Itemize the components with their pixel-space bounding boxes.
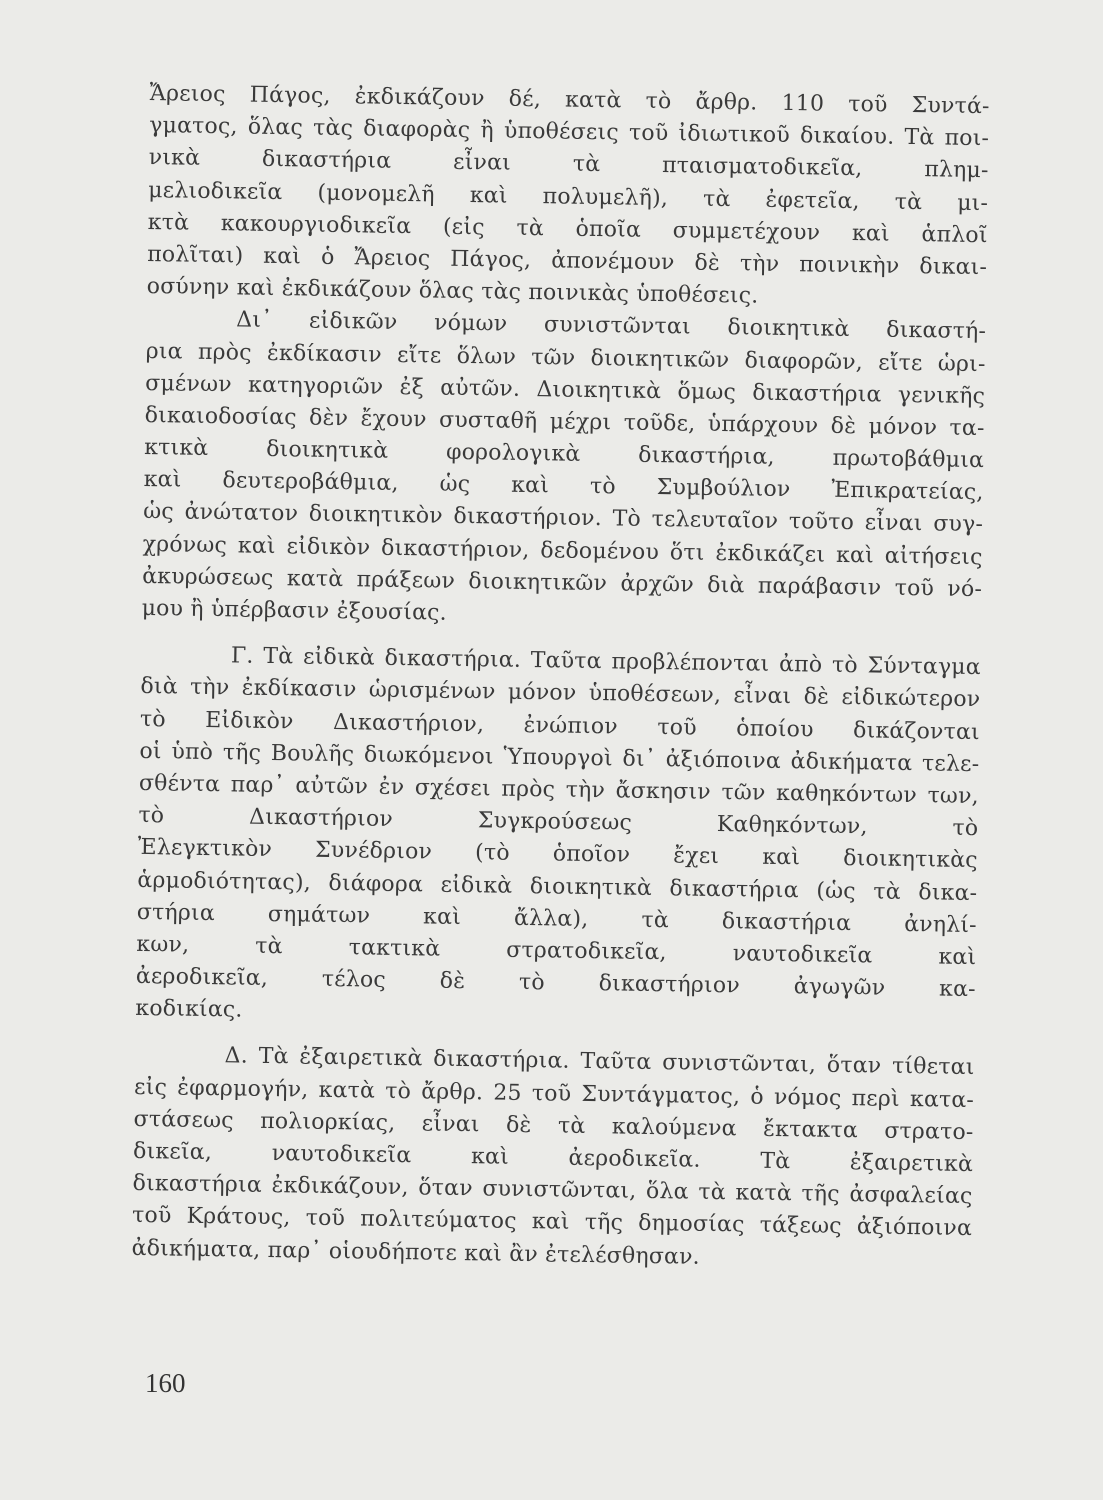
text-line: νικὰ δικαστήρια εἶναι τὰ πταισματοδικεῖα, πλημ- (148, 145, 989, 184)
text-line: δικεῖα, ναυτοδικεῖα καὶ ἀεροδικεῖα. Τὰ ἐξαιρετικὰ (132, 1138, 974, 1178)
text-line: οσύνην καὶ ἐκδικάζουν ὅλας τὰς ποινικὰς ὑποθέσεις. (146, 274, 759, 309)
text-line: τοῦ Κράτους, τοῦ πολιτεύματος καὶ τῆς δημοσίας τάξεως ἀξιόποινα (131, 1203, 973, 1242)
text-line: κτικὰ διοικητικὰ φορολογικὰ δικαστήρια, πρωτοβάθμια (143, 435, 985, 474)
text-line: Ἄρειος Πάγος, ἐκδικάζουν δέ, κατὰ τὸ ἄρθρ. 110 τοῦ Συντά- (149, 80, 990, 120)
text-line: μελιοδικεῖα (μονομελῆ καὶ πολυμελῆ), τὰ ἐφετεῖα, τὰ μι- (148, 177, 989, 216)
text-line: γματος, ὅλας τὰς διαφορὰς ἢ ὑποθέσεις τοῦ ἰδιωτικοῦ δικαίου. Τὰ ποι- (149, 113, 990, 152)
text-line: διὰ τὴν ἐκδίκασιν ὡρισμένων μόνον ὑποθέσεων, εἶναι δὲ εἰδικώτερον (140, 674, 981, 713)
text-line: ρια πρὸς ἐκδίκασιν εἴτε ὅλων τῶν διοικητικῶν διαφορῶν, εἴτε ὡρι- (145, 338, 986, 377)
text-line: Ἐλεγκτικὸν Συνέδριον (τὸ ὁποῖον ἔχει καὶ διοικητικὰς (137, 835, 979, 874)
text-line: κων, τὰ τακτικὰ στρατοδικεῖα, ναυτοδικεῖα καὶ (136, 931, 977, 970)
text-line: ἁρμοδιότητας), διάφορα εἰδικὰ διοικητικὰ δικαστήρια (ὡς τὰ δικα- (137, 867, 978, 906)
page-number: 160 (145, 1368, 186, 1398)
text-line: ὡς ἀνώτατον διοικητικὸν δικαστήριον. Τὸ τελευταῖον τοῦτο εἶναι συγ- (142, 499, 984, 538)
text-line: σθέντα παρ᾽ αὐτῶν ἐν σχέσει πρὸς τὴν ἄσκησιν τῶν καθηκόντων των, (138, 770, 980, 810)
text-line: πολῖται) καὶ ὁ Ἄρειος Πάγος, ἀπονέμουν δὲ τὴν ποινικὴν δικαι- (147, 241, 988, 281)
text-line: ἀεροδικεῖα, τέλος δὲ τὸ δικαστήριον ἀγωγῶν κα- (135, 963, 976, 1003)
text-line: εἰς ἐφαρμογήν, κατὰ τὸ ἄρθρ. 25 τοῦ Συντάγματος, ὁ νόμος περὶ κατα- (133, 1074, 975, 1113)
page-body-text (131, 78, 990, 1278)
text-line: μου ἢ ὑπέρβασιν ἐξουσίας. (141, 595, 448, 626)
text-line: κτὰ κακουργιοδικεῖα (εἰς τὰ ὁποῖα συμμετέχουν καὶ ἁπλοῖ (147, 209, 988, 248)
text-line: Γ. Τὰ εἰδικὰ δικαστήρια. Ταῦτα προβλέπονται ἀπὸ τὸ Σύνταγμα (230, 643, 982, 681)
text-line: στάσεως πολιορκίας, εἶναι δὲ τὰ καλούμενα ἔκτακτα στρατο- (133, 1106, 974, 1145)
text-line: δικαιοδοσίας δὲν ἔχουν συσταθῆ μέχρι τοῦδε, ὑπάρχουν δὲ μόνον τα- (144, 402, 985, 442)
text-line: σμένων κατηγοριῶν ἐξ αὐτῶν. Διοικητικὰ ὅμως δικαστήρια γενικῆς (145, 370, 986, 409)
text-line: Δ. Τὰ ἐξαιρετικὰ δικαστήρια. Ταῦτα συνιστῶνται, ὅταν τίθεται (224, 1043, 975, 1081)
text-line: ἀδικήματα, παρ᾽ οἱουδήποτε καὶ ἂν ἐτελέσθησαν. (131, 1235, 701, 1270)
text-line: τὸ Δικαστήριον Συγκρούσεως Καθηκόντων, τὸ (138, 803, 979, 842)
text-line: Δι᾽ εἰδικῶν νόμων συνιστῶνται διοικητικὰ δικαστή- (236, 307, 987, 345)
text-line: χρόνως καὶ εἰδικὸν δικαστήριον, δεδομένου ὅτι ἐκδικάζει καὶ αἰτήσεις (142, 531, 983, 570)
text-line: οἱ ὑπὸ τῆς Βουλῆς διωκόμενοι Ὑπουργοὶ δι᾽ ἀξιόποινα ἀδικήματα τελε- (139, 738, 980, 777)
text-line: καὶ δευτεροβάθμια, ὡς καὶ τὸ Συμβούλιον Ἐπικρατείας, (143, 467, 984, 506)
text-line: στήρια σημάτων καὶ ἄλλα), τὰ δικαστήρια ἀνηλί- (136, 899, 977, 938)
text-line: ἀκυρώσεως κατὰ πράξεων διοικητικῶν ἀρχῶν διὰ παράβασιν τοῦ νό- (141, 563, 983, 602)
text-line: δικαστήρια ἐκδικάζουν, ὅταν συνιστῶνται, ὅλα τὰ κατὰ τῆς ἀσφαλείας (132, 1171, 973, 1210)
text-line: κοδικίας. (135, 996, 243, 1023)
text-line: τὸ Εἰδικὸν Δικαστήριον, ἐνώπιον τοῦ ὁποίου δικάζονται (139, 706, 981, 745)
